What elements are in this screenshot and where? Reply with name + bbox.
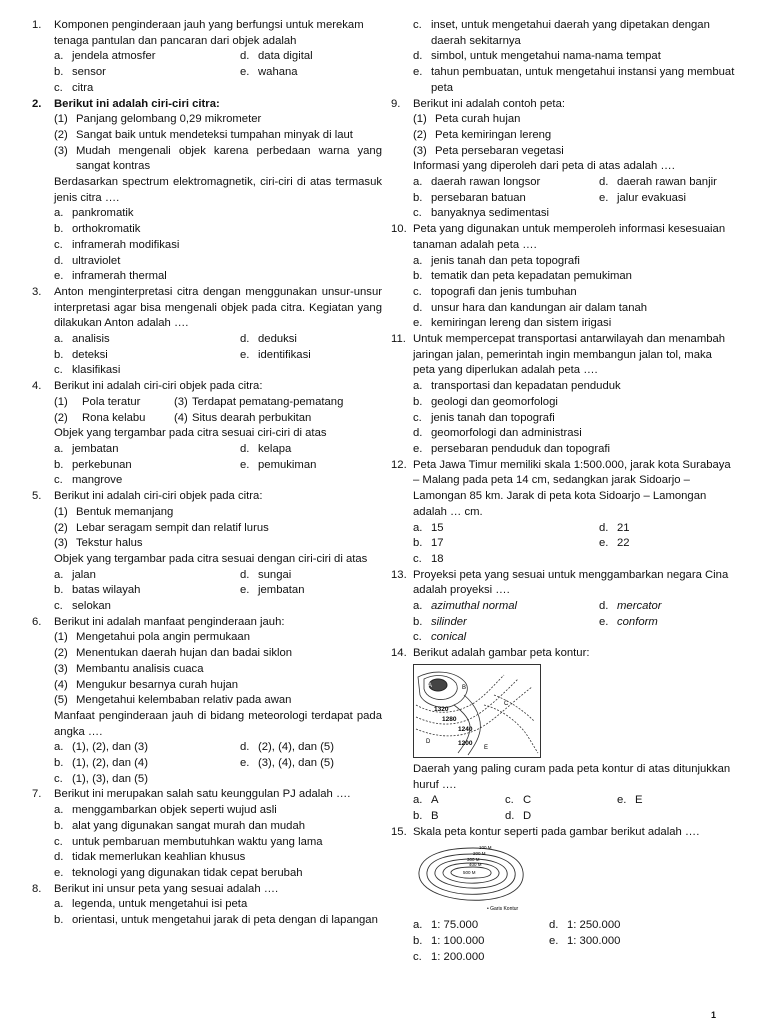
question-number: 6. xyxy=(32,615,42,628)
question-text: Berikut ini adalah manfaat penginderaan jauh: xyxy=(54,615,285,628)
question-stem: Objek yang tergambar pada citra sesuai dengan ciri-ciri di atas xyxy=(54,552,368,565)
point-label: B xyxy=(462,684,467,691)
question-number: 14. xyxy=(391,647,407,660)
question-text: Berikut ini adalah contoh peta: xyxy=(413,97,565,110)
option-e[interactable]: e. (3), (4), dan (5) xyxy=(240,757,334,770)
question-text: Berikut ini adalah ciri-ciri citra: xyxy=(54,97,220,110)
option-c[interactable]: c. (1), (3), dan (5) xyxy=(54,772,148,785)
option-d[interactable]: d. ultraviolet xyxy=(54,254,121,267)
contour-label: 100 M xyxy=(479,845,492,851)
option-b[interactable]: b. orthokromatik xyxy=(54,223,141,236)
contour-label: 200 M xyxy=(473,851,486,857)
contour-label: 1240 xyxy=(458,725,473,733)
question-2 xyxy=(32,97,382,113)
option-d[interactable]: d. daerah rawan banjir xyxy=(599,176,717,189)
question-number: 11. xyxy=(391,333,406,346)
left-column xyxy=(32,18,382,929)
option-e[interactable]: e. teknologi yang digunakan tidak cepat berubah xyxy=(54,866,303,879)
contour-map-image xyxy=(413,664,541,758)
option-d[interactable]: d. data digital xyxy=(240,50,313,63)
option-b[interactable]: b. alat yang digunakan sangat murah dan mudah xyxy=(54,819,306,832)
option-c[interactable]: c. conical xyxy=(413,631,467,644)
question-15 xyxy=(391,825,736,966)
legend-label: • Garis Kontur xyxy=(487,906,519,913)
option-b[interactable]: b. 1: 100.000 xyxy=(413,935,485,948)
option-a[interactable]: a. jendela atmosfer xyxy=(54,50,156,63)
option-b[interactable]: b. perkebunan xyxy=(54,458,132,471)
list-item: (3) Tekstur halus xyxy=(54,537,143,550)
option-b[interactable]: b. geologi dan geomorfologi xyxy=(413,395,558,408)
option-a[interactable]: a. pankromatik xyxy=(54,207,134,220)
question-8 xyxy=(32,882,382,929)
option-e[interactable]: e. pemukiman xyxy=(240,458,317,471)
option-a[interactable]: a. 1: 75.000 xyxy=(413,919,479,932)
option-c[interactable]: c. 18 xyxy=(413,552,444,565)
option-a[interactable]: a. daerah rawan longsor xyxy=(413,176,541,189)
contour-label: 1280 xyxy=(442,715,457,723)
list-item: (1) Mengetahui pola angin permukaan xyxy=(54,631,250,644)
question-10 xyxy=(391,222,736,332)
question-number: 9. xyxy=(391,97,401,110)
question-8-continued xyxy=(391,18,736,97)
question-2-body xyxy=(32,112,382,285)
option-c[interactable]: c. inframerah modifikasi xyxy=(54,238,180,251)
list-item: (1) Pola teratur (3) Terdapat pematang-pematang xyxy=(54,395,344,408)
question-text: Untuk mempercepat transportasi antarwilayah dan menambah jaringan jalan, pemerintah ingin membangun jalan tol, maka peta yang diperlukan adalah peta …. xyxy=(413,333,726,377)
option-c[interactable]: c. topografi dan jenis tumbuhan xyxy=(413,285,577,298)
option-c[interactable]: c. banyaknya sedimentasi xyxy=(413,207,550,220)
list-item: (1) Peta curah hujan xyxy=(413,113,521,126)
option-c[interactable]: c. 1: 200.000 xyxy=(413,950,485,963)
list-item: (1) Panjang gelombang 0,29 mikrometer xyxy=(54,113,262,126)
question-4 xyxy=(32,379,382,489)
option-b[interactable]: b. orientasi, untuk mengetahui jarak di peta dengan di lapangan xyxy=(54,914,378,927)
question-text: Skala peta kontur seperti pada gambar berikut adalah …. xyxy=(413,825,700,838)
point-label: E xyxy=(484,744,489,751)
option-c[interactable]: c. mangrove xyxy=(54,474,123,487)
option-b[interactable]: b. sensor xyxy=(54,66,106,79)
contour-label: 1200 xyxy=(458,739,473,747)
option-b[interactable]: b. deteksi xyxy=(54,348,108,361)
contour-label: 1320 xyxy=(434,705,449,713)
option-a[interactable]: a. jenis tanah dan peta topografi xyxy=(413,254,580,267)
question-7 xyxy=(32,787,382,881)
option-e[interactable]: e. persebaran penduduk dan topografi xyxy=(413,442,611,455)
question-text: Komponen penginderaan jauh yang berfungsi untuk merekam tenaga pantulan dan pancaran dari objek adalah xyxy=(54,19,364,47)
option-a[interactable]: a. transportasi dan kepadatan penduduk xyxy=(413,380,621,393)
list-item: (2) Lebar seragam sempit dan relatif lurus xyxy=(54,521,269,534)
option-a[interactable]: a. (1), (2), dan (3) xyxy=(54,741,148,754)
option-e[interactable]: e. E xyxy=(617,794,643,807)
option-e[interactable]: e. tahun pembuatan, untuk mengetahui instansi yang membuat peta xyxy=(413,66,735,94)
question-stem: Manfaat penginderaan jauh di bidang meteorologi terdapat pada angka …. xyxy=(54,709,382,738)
question-text: Berikut ini adalah ciri-ciri objek pada citra: xyxy=(54,490,263,503)
option-c[interactable]: c. inset, untuk mengetahui daerah yang dipetakan dengan daerah sekitarnya xyxy=(413,19,710,47)
list-item: (2) Rona kelabu (4) Situs dearah perbukitan xyxy=(54,411,312,424)
list-item: (2) Peta kemiringan lereng xyxy=(413,128,552,141)
question-text: Berikut ini unsur peta yang sesuai adalah …. xyxy=(54,882,279,895)
option-b[interactable]: b. (1), (2), dan (4) xyxy=(54,757,148,770)
question-text: Peta Jawa Timur memiliki skala 1:500.000, jarak kota Surabaya – Malang pada peta 14 cm, sedangkan jarak Sidoarjo – Lamongan 85 km. Jarak di peta kota Sidoarjo – Lamongan adalah … cm. xyxy=(413,458,731,518)
option-e[interactable]: e. 22 xyxy=(599,537,630,550)
option-a[interactable]: a. analisis xyxy=(54,333,110,346)
option-d[interactable]: d. (2), (4), dan (5) xyxy=(240,741,334,754)
question-number: 2. xyxy=(32,97,42,110)
option-e[interactable]: e. identifikasi xyxy=(240,348,311,361)
option-b[interactable]: b. batas wilayah xyxy=(54,584,141,597)
question-number: 1. xyxy=(32,19,42,31)
option-b[interactable]: b. silinder xyxy=(413,615,467,628)
option-b[interactable]: b. persebaran batuan xyxy=(413,191,526,204)
option-e[interactable]: e. inframerah thermal xyxy=(54,270,167,283)
option-d[interactable]: d. simbol, untuk mengetahui nama-nama tempat xyxy=(413,50,661,63)
question-14 xyxy=(391,646,736,825)
option-b[interactable]: b. 17 xyxy=(413,537,444,550)
question-text: Berikut ini adalah ciri-ciri objek pada citra: xyxy=(54,380,263,393)
contour-scale-figure xyxy=(413,842,736,914)
question-text: Berikut ini merupakan salah satu keunggulan PJ adalah …. xyxy=(54,788,351,801)
option-c[interactable]: c. citra xyxy=(54,81,94,94)
option-b[interactable]: b. tematik dan peta kepadatan pemukiman xyxy=(413,270,632,283)
question-9 xyxy=(391,97,736,223)
option-e[interactable]: e. kemiringan lereng dan sistem irigasi xyxy=(413,317,612,330)
right-column xyxy=(391,18,736,965)
option-e[interactable]: e. wahana xyxy=(240,66,298,79)
question-number: 7. xyxy=(32,788,42,801)
option-e[interactable]: e. conform xyxy=(599,615,658,628)
question-stem: Berdasarkan spectrum elektromagnetik, ciri-ciri di atas termasuk jenis citra …. xyxy=(54,176,382,204)
option-a[interactable]: a. A xyxy=(413,794,439,807)
option-d[interactable]: d. unsur hara dan kandungan air dalam tanah xyxy=(413,301,648,314)
question-3 xyxy=(32,285,382,379)
question-number: 10. xyxy=(391,223,407,236)
contour-hill-image xyxy=(413,842,533,914)
question-12 xyxy=(391,458,736,568)
list-item: (1) Bentuk memanjang xyxy=(54,505,174,518)
option-d[interactable]: d. geomorfologi dan administrasi xyxy=(413,427,582,440)
option-a[interactable]: a. menggambarkan objek seperti wujud asli xyxy=(54,804,277,817)
option-e[interactable]: e. 1: 300.000 xyxy=(549,935,621,948)
question-number: 15. xyxy=(391,825,407,838)
option-e[interactable]: e. jalur evakuasi xyxy=(599,191,687,204)
question-11 xyxy=(391,332,736,458)
point-label: C xyxy=(504,700,509,707)
question-stem: Objek yang tergambar pada citra sesuai ciri-ciri di atas xyxy=(54,427,327,440)
list-item: (2) Menentukan daerah hujan dan badai siklon xyxy=(54,647,293,660)
option-c[interactable]: c. untuk pembaruan membutuhkan waktu yang lama xyxy=(54,835,323,848)
question-text: Peta yang digunakan untuk memperoleh informasi kesesuaian tanaman adalah peta …. xyxy=(413,223,726,251)
question-stem: Informasi yang diperoleh dari peta di atas adalah …. xyxy=(413,160,675,173)
list-item: (5) Mengetahui kelembaban relativ pada awan xyxy=(54,694,292,707)
contour-label: 300 M xyxy=(467,857,480,863)
option-e[interactable]: e. jembatan xyxy=(240,584,305,597)
option-d[interactable]: d. mercator xyxy=(599,600,662,613)
option-c[interactable]: c. selokan xyxy=(54,600,111,613)
list-item: (2) Sangat baik untuk mendeteksi tumpahan minyak di laut xyxy=(54,128,353,141)
list-item: (3) Peta persebaran vegetasi xyxy=(413,144,564,157)
question-number: 5. xyxy=(32,490,42,503)
contour-label: 400 M xyxy=(469,862,482,868)
list-item: (4) Mengukur besarnya curah hujan xyxy=(54,678,239,691)
question-text: Anton menginterpretasi citra dengan menggunakan unsur-unsur interpretasi agar bisa mengenali objek pada citra. Kegiatan yang dilakukan Anton adalah …. xyxy=(54,285,382,330)
point-label: A xyxy=(428,682,433,689)
question-number: 13. xyxy=(391,568,407,581)
option-d[interactable]: d. 21 xyxy=(599,521,630,534)
contour-label: 500 M xyxy=(463,870,476,876)
option-c[interactable]: c. klasifikasi xyxy=(54,364,121,377)
question-13 xyxy=(391,568,736,647)
option-a[interactable]: a. azimuthal normal xyxy=(413,600,518,613)
option-d[interactable]: d. kelapa xyxy=(240,442,292,455)
question-number: 12. xyxy=(391,458,407,471)
option-d[interactable]: d. tidak memerlukan keahlian khusus xyxy=(54,851,246,864)
contour-map-figure xyxy=(413,664,736,758)
question-number: 3. xyxy=(32,285,42,298)
option-a[interactable]: a. jembatan xyxy=(54,442,119,455)
option-c[interactable]: c. jenis tanah dan topografi xyxy=(413,411,555,424)
list-item: (3) Membantu analisis cuaca xyxy=(54,662,204,675)
question-number: 8. xyxy=(32,882,42,895)
question-text: Berikut adalah gambar peta kontur: xyxy=(413,647,590,660)
option-d[interactable]: d. sungai xyxy=(240,568,292,581)
page-number: 1 xyxy=(710,1010,716,1020)
option-d[interactable]: d. 1: 250.000 xyxy=(549,919,621,932)
question-number: 4. xyxy=(32,380,42,393)
question-6 xyxy=(32,615,382,788)
point-label: D xyxy=(426,738,431,745)
option-a[interactable]: a. jalan xyxy=(54,568,96,581)
option-d[interactable]: d. deduksi xyxy=(240,333,297,346)
question-stem: Daerah yang paling curam pada peta kontur di atas ditunjukkan huruf …. xyxy=(413,762,731,791)
question-text: Proyeksi peta yang sesuai untuk menggambarkan negara Cina adalah proyeksi …. xyxy=(413,568,729,597)
option-b[interactable]: b. B xyxy=(413,809,439,822)
option-c[interactable]: c. C xyxy=(505,794,532,807)
option-d[interactable]: d. D xyxy=(505,809,532,822)
question-5 xyxy=(32,489,382,615)
question-1 xyxy=(32,18,382,97)
option-a[interactable]: a. 15 xyxy=(413,521,444,534)
option-a[interactable]: a. legenda, untuk mengetahui isi peta xyxy=(54,898,248,911)
list-item: (3) Mudah mengenali objek karena perbedaan warna yang sangat kontras xyxy=(54,144,382,173)
